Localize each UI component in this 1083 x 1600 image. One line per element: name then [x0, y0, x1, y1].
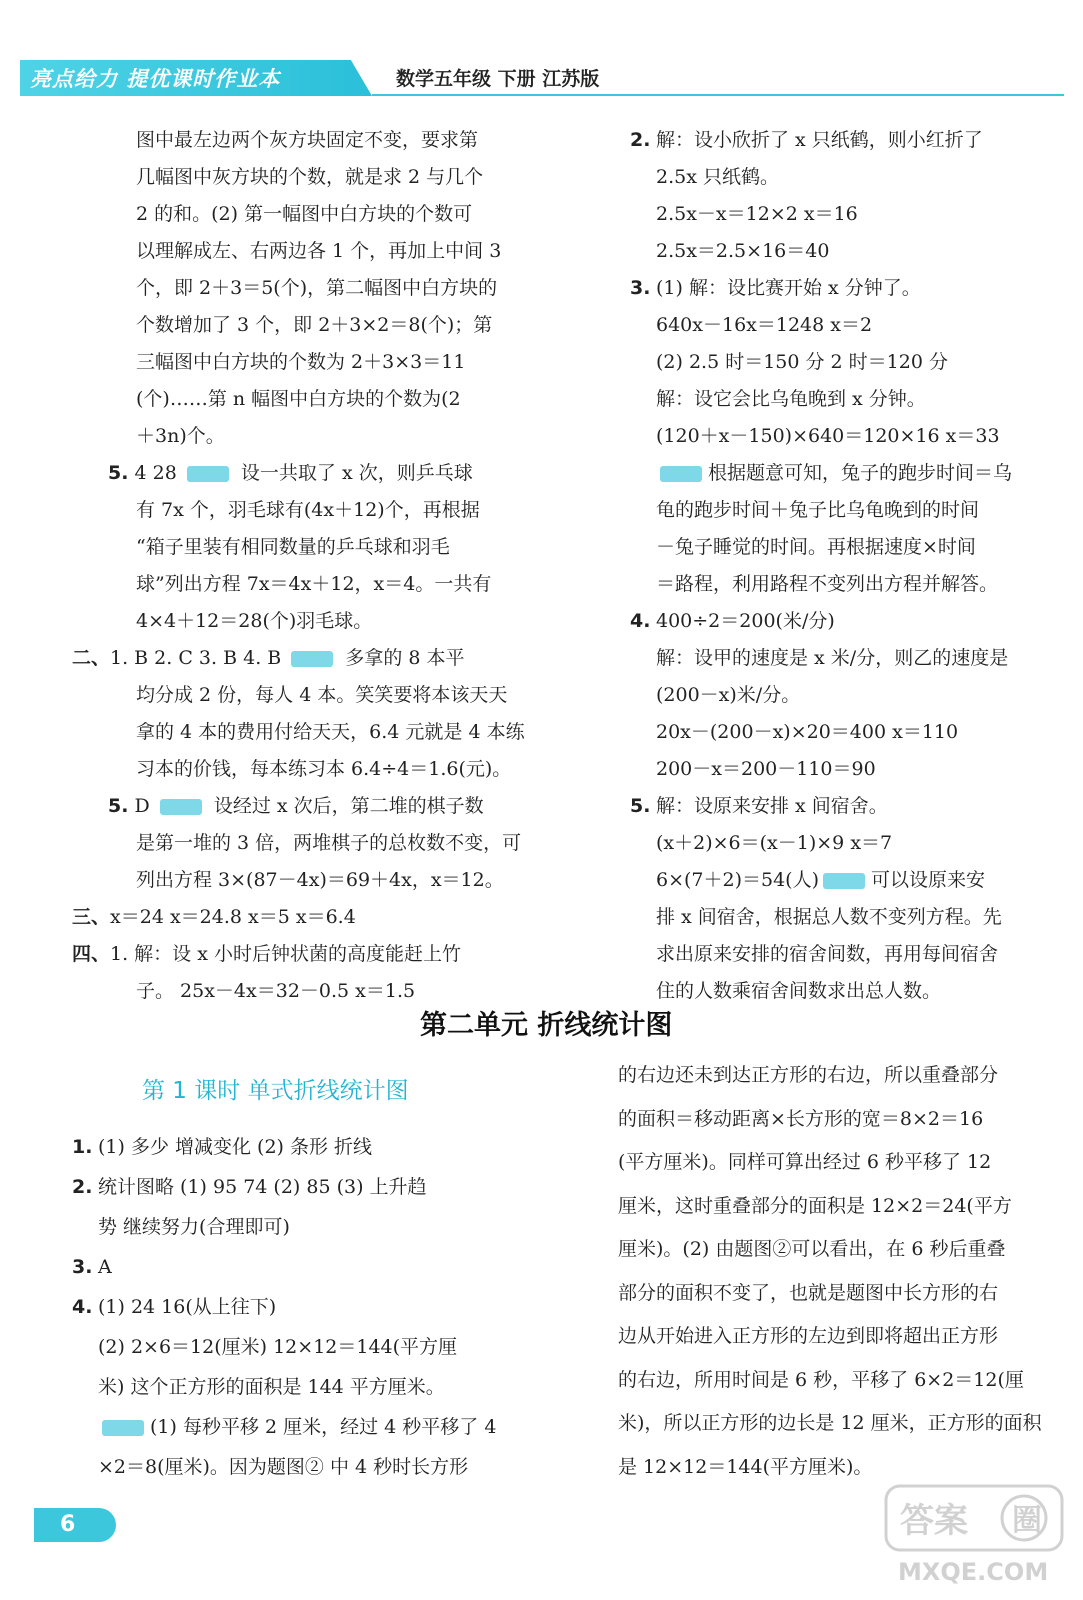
- answer-text: 2.5x 只纸鹤。: [656, 166, 779, 188]
- text-line: 4×4＋12＝28(个)羽毛球。: [136, 610, 373, 632]
- text-line: [72, 1327, 562, 1367]
- answer-text: 1. B 2. C 3. B 4. B: [110, 647, 282, 669]
- text-line: 厘米)。(2) 由题图②可以看出，在 6 秒后重叠: [618, 1238, 1006, 1260]
- answer-text: 解：设它会比乌龟晚到 x 分钟。: [656, 388, 926, 410]
- text-line: [630, 344, 1083, 381]
- answer-text: (2) 2×6＝12(厘米) 12×12＝144(平方厘: [98, 1336, 458, 1358]
- answer-text: 势 继续努力(合理即可): [98, 1216, 290, 1238]
- answer-text: x＝24 x＝24.8 x＝5 x＝6.4: [110, 906, 356, 928]
- answer-text: ＝路程，利用路程不变列出方程并解答。: [656, 573, 999, 595]
- text-line: 三幅图中白方块的个数为 2＋3×3＝11: [136, 351, 466, 373]
- text-line: 拿的 4 本的费用付给天天，6.4 元就是 4 本练: [136, 721, 525, 743]
- text-line: 列出方程 3×(87－4x)＝69＋4x，x＝12。: [136, 869, 504, 891]
- text-line: [630, 529, 1083, 566]
- answer-text: (1) 解：设比赛开始 x 分钟了。: [656, 277, 921, 299]
- left-column-upper: [72, 122, 562, 1010]
- text-line: 米)，所以正方形的边长是 12 厘米，正方形的面积: [618, 1412, 1042, 1434]
- answer-q5: [72, 455, 562, 640]
- explanation-text: 多拿的 8 本平: [345, 647, 465, 669]
- text-line: [630, 788, 1083, 825]
- book-info: 数学五年级 下册 江苏版: [396, 68, 600, 90]
- answer-text: 200－x＝200－110＝90: [656, 758, 876, 780]
- question-number: 5.: [108, 795, 129, 817]
- text-line: [72, 936, 562, 973]
- answer-part-4: [72, 936, 562, 1010]
- answer-text: (x＋2)×6＝(x－1)×9 x＝7: [656, 832, 893, 854]
- answer-text: (1) 24 16(从上往下): [98, 1296, 277, 1318]
- text-line: [630, 677, 1083, 714]
- question-number: 5.: [108, 462, 129, 484]
- text-line: [630, 307, 1083, 344]
- text-line: 以理解成左、右两边各 1 个，再加上中间 3: [136, 240, 502, 262]
- text-line: [72, 1167, 562, 1207]
- question-number: 4.: [630, 610, 651, 632]
- answer-text: 1. 解：设 x 小时后钟状菌的高度能赶上竹: [110, 943, 461, 965]
- text-line: [72, 640, 562, 677]
- text-line: (个)……第 n 幅图中白方块的个数为(2: [136, 388, 461, 410]
- text-line: [630, 381, 1083, 418]
- text-line: [630, 862, 1083, 899]
- text-line: 图中最左边两个灰方块固定不变，要求第: [136, 129, 479, 151]
- answer-text: 4 28: [134, 462, 177, 484]
- right-column-lower: [618, 1054, 1083, 1489]
- text-line: 厘米，这时重叠部分的面积是 12×2＝24(平方: [618, 1194, 1012, 1217]
- analysis-tag-icon: [160, 799, 202, 815]
- answer-text: 住的人数乘宿舍间数求出总人数。: [656, 980, 942, 1002]
- text-line: [630, 270, 1083, 307]
- answer-text: 20x－(200－x)×20＝400 x＝110: [656, 721, 959, 743]
- text-line: “箱子里装有相同数量的乒乓球和羽毛: [136, 536, 450, 558]
- analysis-tag-icon: [660, 466, 702, 482]
- brand-title: 亮点给力 提优课时作业本: [30, 67, 281, 91]
- text-line: ＋3n)个。: [136, 425, 225, 447]
- text-line: [630, 936, 1083, 973]
- text-line: 球”列出方程 7x＝4x＋12，x＝4。一共有: [136, 573, 492, 595]
- text-line: [72, 1127, 562, 1167]
- analysis-tag-icon: [102, 1420, 144, 1436]
- answer-text: ×2＝8(厘米)。因为题图② 中 4 秒时长方形: [98, 1456, 469, 1478]
- text-line: [72, 1287, 562, 1327]
- answer-text: 根据题意可知，兔子的跑步时间＝乌: [708, 462, 1013, 484]
- question-number: 3.: [72, 1256, 93, 1278]
- section-number: 四、: [72, 943, 111, 965]
- answer-text: 2.5x＝2.5×16＝40: [656, 240, 830, 262]
- answer-text: 2.5x－x＝12×2 x＝16: [656, 203, 858, 225]
- svg-text:圈: 圈: [1012, 1503, 1042, 1538]
- text-line: [630, 751, 1083, 788]
- answer-text: 解：设甲的速度是 x 米/分，则乙的速度是: [656, 647, 1009, 669]
- answer-text: 排 x 间宿舍，根据总人数不变列方程。先: [656, 906, 1002, 928]
- text-line: [630, 122, 1083, 159]
- page-number: 6: [60, 1512, 76, 1537]
- text-line: [630, 566, 1083, 603]
- question-number: 2.: [72, 1176, 93, 1198]
- text-line: 的右边，所用时间是 6 秒，平移了 6×2＝12(厘: [618, 1368, 1024, 1391]
- header-divider: [372, 94, 1064, 96]
- answer-text: A: [98, 1256, 112, 1278]
- text-line: 的右边还未到达正方形的右边，所以重叠部分: [618, 1064, 999, 1086]
- answer-text: 640x－16x＝1248 x＝2: [656, 314, 873, 336]
- answer-text: 统计图略 (1) 95 74 (2) 85 (3) 上升趋: [98, 1176, 427, 1198]
- text-line: 的面积＝移动距离×长方形的宽＝8×2＝16: [618, 1107, 984, 1130]
- unit-title: 第二单元 折线统计图: [420, 1010, 673, 1041]
- text-line: 边从开始进入正方形的左边到即将超出正方形: [618, 1325, 999, 1347]
- text-line: 几幅图中灰方块的个数，就是求 2 与几个: [136, 166, 484, 188]
- text-line: [630, 159, 1083, 196]
- text-line: [630, 233, 1083, 270]
- right-column-upper: [630, 122, 1083, 1010]
- question-number: 2.: [630, 129, 651, 151]
- text-line: 2 的和。(2) 第一幅图中白方块的个数可: [136, 203, 473, 225]
- text-line: [630, 640, 1083, 677]
- answer-text: 6×(7＋2)＝54(人): [656, 869, 820, 891]
- answer-part-2: [72, 640, 562, 899]
- svg-text:答案: 答案: [900, 1501, 968, 1541]
- text-line: (平方厘米)。同样可算出经过 6 秒平移了 12: [618, 1151, 992, 1173]
- question-number: 5.: [630, 795, 651, 817]
- analysis-tag-icon: [187, 466, 229, 482]
- text-line: [630, 714, 1083, 751]
- text-line: [72, 1447, 562, 1487]
- text-line: 子。 25x－4x＝32－0.5 x＝1.5: [136, 980, 416, 1002]
- page-header: [0, 0, 1083, 100]
- text-line: [72, 1207, 562, 1247]
- text-line: 是第一堆的 3 倍，两堆棋子的总枚数不变，可: [136, 832, 522, 854]
- answer-text: 解：设原来安排 x 间宿舍。: [656, 795, 888, 817]
- svg-text:MXQE.COM: MXQE.COM: [898, 1558, 1049, 1586]
- section-number: 三、: [72, 906, 111, 928]
- text-line: [630, 825, 1083, 862]
- answer-text: (2) 2.5 时＝150 分 2 时＝120 分: [656, 351, 948, 373]
- section-number: 二、: [72, 647, 111, 669]
- text-line: [72, 1407, 562, 1447]
- left-column-lower: [72, 1127, 562, 1487]
- answer-text: (1) 每秒平移 2 厘米，经过 4 秒平移了 4: [150, 1416, 497, 1438]
- text-line: [72, 1247, 562, 1287]
- text-line: [108, 455, 562, 492]
- explanation-text: 设经过 x 次后，第二堆的棋子数: [213, 795, 484, 817]
- explanation-text: 设一共取了 x 次，则乒乓球: [240, 462, 473, 484]
- text-line: [630, 196, 1083, 233]
- answer-text: 求出原来安排的宿舍间数，再用每间宿舍: [656, 943, 999, 965]
- question-number: 4.: [72, 1296, 93, 1318]
- answer-part-3: [72, 899, 562, 936]
- text-line: 有 7x 个，羽毛球有(4x＋12)个，再根据: [136, 499, 480, 521]
- text-line: [630, 899, 1083, 936]
- text-line: [630, 418, 1083, 455]
- text-line: 部分的面积不变了，也就是题图中长方形的右: [618, 1281, 999, 1304]
- lesson-title: 第 1 课时 单式折线统计图: [142, 1078, 409, 1104]
- text-line: 均分成 2 份，每人 4 本。笑笑要将本该天天: [136, 684, 508, 706]
- text-line: 习本的价钱，每本练习本 6.4÷4＝1.6(元)。: [136, 758, 512, 780]
- text-line: [72, 1367, 562, 1407]
- answer-text: 龟的跑步时间＋兔子比乌龟晚到的时间: [656, 499, 980, 521]
- text-line: [630, 492, 1083, 529]
- explanation-text: 可以设原来安: [871, 869, 986, 891]
- answer-text: D: [134, 795, 150, 817]
- answer-text: 米) 这个正方形的面积是 144 平方厘米。: [98, 1376, 445, 1398]
- analysis-tag-icon: [823, 873, 865, 889]
- answer-text: (1) 多少 增减变化 (2) 条形 折线: [98, 1136, 373, 1158]
- text-line: [630, 455, 1083, 492]
- answer-text: －兔子睡觉的时间。再根据速度×时间: [656, 536, 976, 558]
- answer-text: (200－x)米/分。: [656, 684, 801, 706]
- answer-text: (120＋x－150)×640＝120×16 x＝33: [656, 425, 1000, 447]
- text-line: [72, 788, 562, 825]
- text-line: 个，即 2＋3＝5(个)，第二幅图中白方块的: [136, 277, 498, 299]
- text-line: 是 12×12＝144(平方厘米)。: [618, 1455, 873, 1478]
- explanation-block: [72, 122, 562, 455]
- text-line: 个数增加了 3 个，即 2＋3×2＝8(个)；第: [136, 314, 493, 336]
- question-number: 1.: [72, 1136, 93, 1158]
- answer-text: 400÷2＝200(米/分): [656, 610, 835, 632]
- analysis-tag-icon: [291, 651, 333, 667]
- question-number: 3.: [630, 277, 651, 299]
- text-line: [630, 603, 1083, 640]
- watermark-logo: [884, 1484, 1064, 1592]
- answer-text: 解：设小欣折了 x 只纸鹤，则小红折了: [656, 129, 983, 151]
- text-line: [630, 973, 1083, 1010]
